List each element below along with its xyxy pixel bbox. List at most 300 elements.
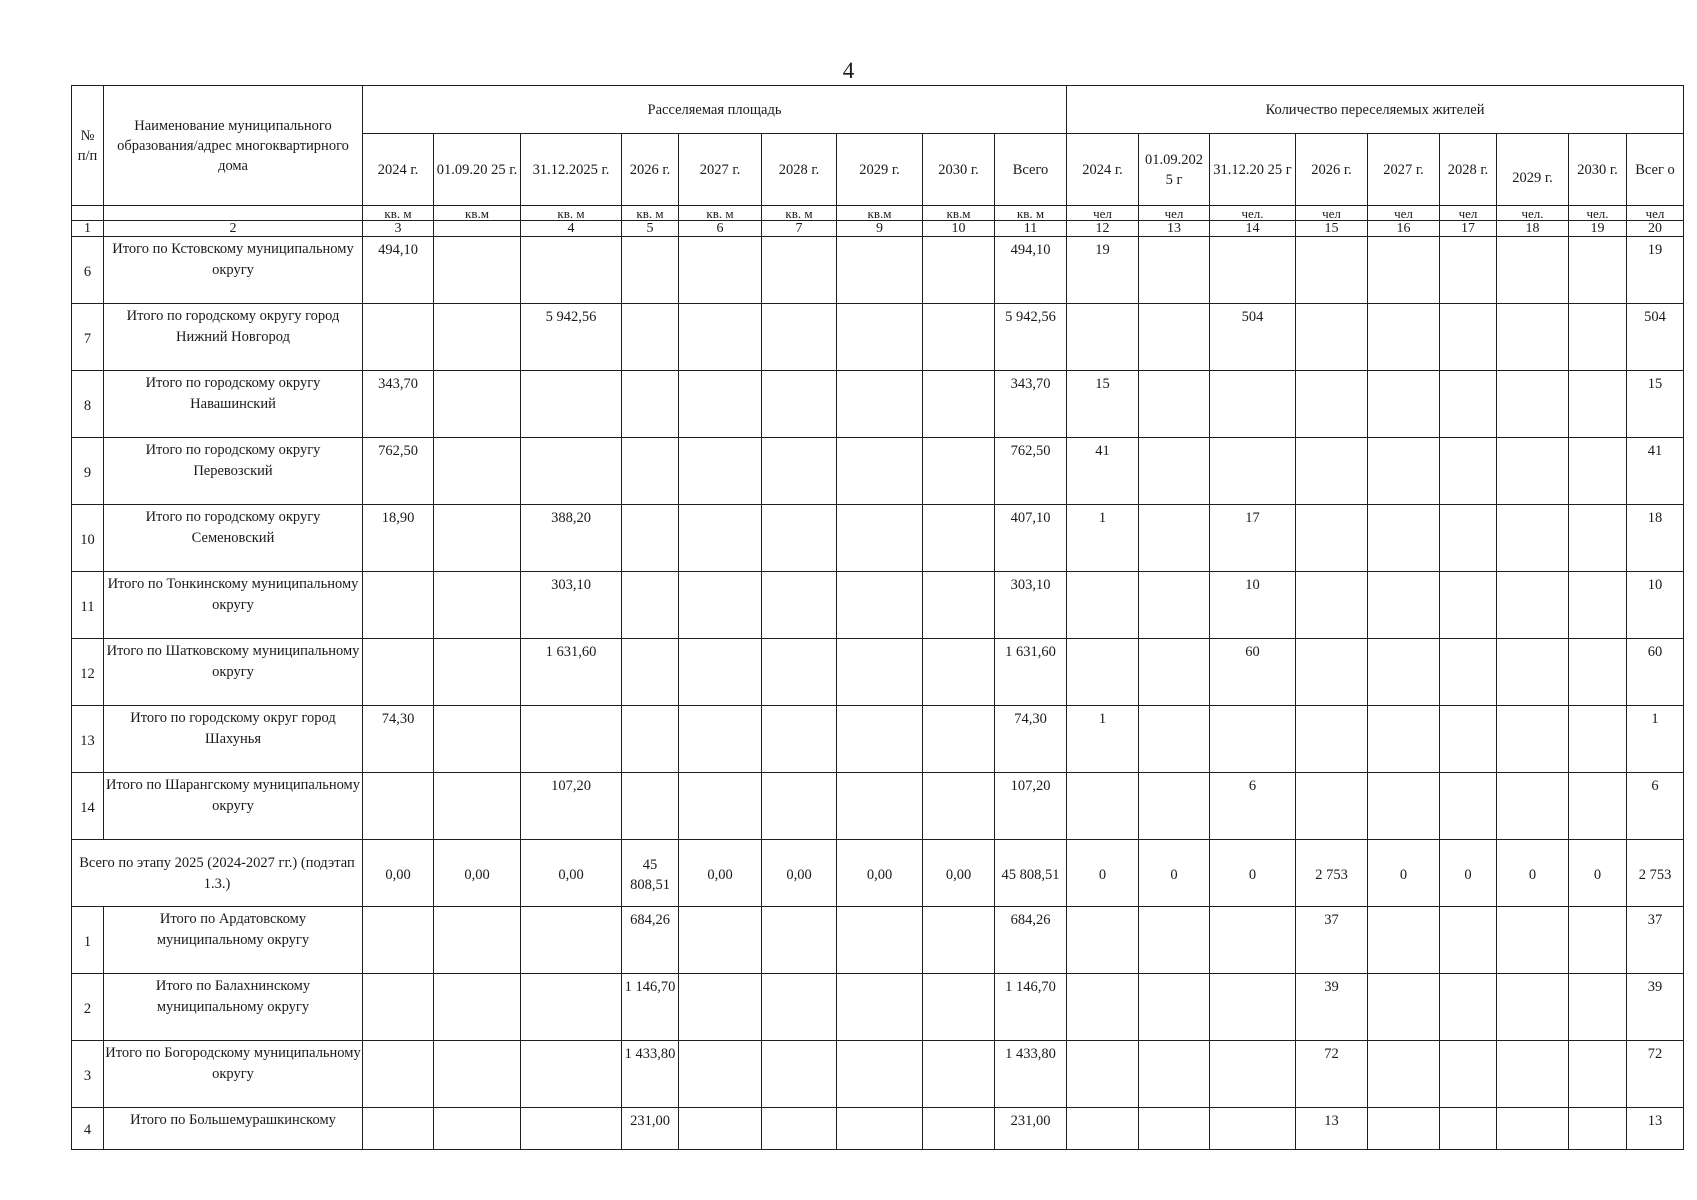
area-cell: [837, 907, 923, 974]
area-cell: [363, 907, 434, 974]
residents-cell: [1139, 907, 1210, 974]
residents-cell: [1296, 237, 1368, 304]
residents-cell: [1569, 237, 1627, 304]
row-number: 4: [72, 1108, 104, 1150]
area-cell: [679, 1041, 762, 1108]
residents-cell: [1139, 706, 1210, 773]
residents-cell: [1210, 237, 1296, 304]
area-cell: 407,10: [995, 505, 1067, 572]
page-number: 4: [842, 58, 855, 83]
residents-cell: [1067, 1041, 1139, 1108]
header-residents-col: 2024 г.: [1067, 134, 1139, 206]
residents-cell: [1210, 1108, 1296, 1150]
area-cell: [679, 505, 762, 572]
row-name: Итого по Ардатовскому муниципальному округу: [104, 907, 363, 974]
residents-cell: [1569, 304, 1627, 371]
area-cell: 1 146,70: [622, 974, 679, 1041]
stage-total-residents: 2 753: [1296, 840, 1368, 907]
unit-label: кв.м: [434, 206, 521, 221]
area-cell: 5 942,56: [521, 304, 622, 371]
residents-cell: [1440, 1041, 1497, 1108]
area-cell: 74,30: [363, 706, 434, 773]
table-row: [72, 1108, 1684, 1150]
header-residents-col: 2028 г.: [1440, 134, 1497, 206]
residents-cell: [1368, 974, 1440, 1041]
residents-cell: [1497, 974, 1569, 1041]
area-cell: 1 146,70: [995, 974, 1067, 1041]
area-cell: [762, 304, 837, 371]
unit-label: кв. м: [521, 206, 622, 221]
residents-cell: 13: [1627, 1108, 1684, 1150]
residents-cell: [1440, 237, 1497, 304]
row-name: Итого по городскому округу Перевозский: [104, 438, 363, 505]
column-number: 4: [521, 221, 622, 237]
residents-cell: [1440, 773, 1497, 840]
header-residents-col: 2027 г.: [1368, 134, 1440, 206]
column-number: 14: [1210, 221, 1296, 237]
residents-cell: 41: [1627, 438, 1684, 505]
column-number: 10: [923, 221, 995, 237]
area-cell: [434, 706, 521, 773]
residents-cell: [1569, 1108, 1627, 1150]
area-cell: [363, 304, 434, 371]
residents-cell: [1497, 639, 1569, 706]
area-cell: [923, 974, 995, 1041]
area-cell: [622, 304, 679, 371]
resettlement-table: [71, 85, 1684, 1150]
residents-cell: [1497, 773, 1569, 840]
area-cell: [521, 371, 622, 438]
column-number: 13: [1139, 221, 1210, 237]
table-row: [72, 304, 1684, 371]
area-cell: 18,90: [363, 505, 434, 572]
unit-label: чел.: [1210, 206, 1296, 221]
area-cell: [837, 974, 923, 1041]
area-cell: [923, 1041, 995, 1108]
area-cell: [434, 907, 521, 974]
header-area-col: 2027 г.: [679, 134, 762, 206]
residents-cell: [1139, 371, 1210, 438]
residents-cell: [1497, 1108, 1569, 1150]
residents-cell: [1210, 974, 1296, 1041]
header-residents-col: 2029 г.: [1497, 134, 1569, 206]
residents-cell: [1368, 1041, 1440, 1108]
residents-cell: 41: [1067, 438, 1139, 505]
area-cell: [434, 572, 521, 639]
table-row: [72, 371, 1684, 438]
residents-cell: 10: [1210, 572, 1296, 639]
residents-cell: [1569, 639, 1627, 706]
residents-cell: [1569, 371, 1627, 438]
area-cell: 762,50: [363, 438, 434, 505]
column-number: 16: [1368, 221, 1440, 237]
residents-cell: 504: [1210, 304, 1296, 371]
residents-cell: [1569, 505, 1627, 572]
column-number: [434, 221, 521, 237]
column-number: 19: [1569, 221, 1627, 237]
residents-cell: [1368, 237, 1440, 304]
residents-cell: [1067, 572, 1139, 639]
residents-cell: [1067, 1108, 1139, 1150]
row-number: 2: [72, 974, 104, 1041]
residents-cell: [1139, 1041, 1210, 1108]
residents-cell: [1440, 907, 1497, 974]
area-cell: [434, 773, 521, 840]
unit-label: чел: [1296, 206, 1368, 221]
header-residents-col: 01.09.202 5 г: [1139, 134, 1210, 206]
area-cell: [434, 237, 521, 304]
residents-cell: [1139, 438, 1210, 505]
residents-cell: [1440, 706, 1497, 773]
area-cell: [762, 907, 837, 974]
area-cell: 494,10: [995, 237, 1067, 304]
residents-cell: [1139, 237, 1210, 304]
column-number: 6: [679, 221, 762, 237]
residents-cell: [1497, 572, 1569, 639]
area-cell: [521, 1108, 622, 1150]
area-cell: [837, 371, 923, 438]
area-cell: [762, 974, 837, 1041]
residents-cell: [1440, 304, 1497, 371]
area-cell: [923, 371, 995, 438]
unit-label: кв. м: [995, 206, 1067, 221]
area-cell: [363, 974, 434, 1041]
stage-total-area: 0,00: [521, 840, 622, 907]
residents-cell: [1569, 572, 1627, 639]
residents-cell: [1296, 639, 1368, 706]
header-area-col: 2026 г.: [622, 134, 679, 206]
residents-cell: [1296, 438, 1368, 505]
residents-cell: [1569, 706, 1627, 773]
area-cell: [521, 907, 622, 974]
table-row: [72, 438, 1684, 505]
residents-cell: [1368, 1108, 1440, 1150]
table-row: [72, 706, 1684, 773]
row-name: Итого по городскому округ город Шахунья: [104, 706, 363, 773]
residents-cell: [1368, 907, 1440, 974]
header-residents-col: 2026 г.: [1296, 134, 1368, 206]
header-residents-col: 2030 г.: [1569, 134, 1627, 206]
residents-cell: [1440, 371, 1497, 438]
area-cell: [762, 639, 837, 706]
residents-cell: [1368, 572, 1440, 639]
stage-total-residents: 0: [1067, 840, 1139, 907]
stage-total-residents: 2 753: [1627, 840, 1684, 907]
column-number: 1: [72, 221, 104, 237]
row-name: Итого по Кстовскому муниципальному округу: [104, 237, 363, 304]
area-cell: 107,20: [995, 773, 1067, 840]
area-cell: [762, 706, 837, 773]
area-cell: [679, 438, 762, 505]
column-number: 20: [1627, 221, 1684, 237]
row-number: 14: [72, 773, 104, 840]
header-number: № п/п: [72, 86, 104, 206]
area-cell: 684,26: [622, 907, 679, 974]
stage-total-area: 0,00: [837, 840, 923, 907]
area-cell: 231,00: [622, 1108, 679, 1150]
area-cell: [762, 1041, 837, 1108]
unit-label: чел.: [1497, 206, 1569, 221]
stage-total-residents: 0: [1497, 840, 1569, 907]
stage-total-residents: 0: [1210, 840, 1296, 907]
residents-cell: [1368, 639, 1440, 706]
unit-label: кв. м: [363, 206, 434, 221]
column-number: 3: [363, 221, 434, 237]
header-residents-col: Всег о: [1627, 134, 1684, 206]
residents-cell: [1440, 505, 1497, 572]
residents-cell: [1296, 304, 1368, 371]
residents-cell: [1368, 773, 1440, 840]
column-number: 11: [995, 221, 1067, 237]
residents-cell: [1497, 371, 1569, 438]
table-row: [72, 505, 1684, 572]
residents-cell: [1368, 706, 1440, 773]
residents-cell: [1569, 773, 1627, 840]
area-cell: [679, 706, 762, 773]
area-cell: 1 631,60: [521, 639, 622, 706]
residents-cell: [1296, 706, 1368, 773]
residents-cell: [1067, 773, 1139, 840]
area-cell: [363, 773, 434, 840]
area-cell: [837, 706, 923, 773]
residents-cell: [1139, 505, 1210, 572]
residents-cell: [1440, 572, 1497, 639]
area-cell: 303,10: [995, 572, 1067, 639]
area-cell: [434, 1108, 521, 1150]
residents-cell: [1296, 371, 1368, 438]
table-row: [72, 639, 1684, 706]
residents-cell: 1: [1067, 505, 1139, 572]
area-cell: [837, 639, 923, 706]
residents-cell: [1210, 706, 1296, 773]
unit-label: кв.м: [923, 206, 995, 221]
residents-cell: 1: [1627, 706, 1684, 773]
area-cell: [762, 438, 837, 505]
area-cell: [923, 304, 995, 371]
row-name: Итого по Шатковскому муниципальному округу: [104, 639, 363, 706]
header-area-col: Всего: [995, 134, 1067, 206]
area-cell: 388,20: [521, 505, 622, 572]
unit-label: чел: [1440, 206, 1497, 221]
stage-total-residents: 0: [1368, 840, 1440, 907]
residents-cell: 60: [1210, 639, 1296, 706]
residents-cell: [1440, 438, 1497, 505]
unit-label: чел: [1139, 206, 1210, 221]
residents-cell: 15: [1067, 371, 1139, 438]
header-name: Наименование муниципального образования/адрес многоквартирного дома: [104, 86, 363, 206]
residents-cell: [1296, 572, 1368, 639]
header-area-col: 2030 г.: [923, 134, 995, 206]
area-cell: [521, 974, 622, 1041]
area-cell: [434, 438, 521, 505]
residents-cell: [1368, 304, 1440, 371]
residents-cell: [1569, 974, 1627, 1041]
header-area-group: Расселяемая площадь: [363, 86, 1067, 134]
column-number: 18: [1497, 221, 1569, 237]
area-cell: 762,50: [995, 438, 1067, 505]
residents-cell: [1497, 237, 1569, 304]
area-cell: 343,70: [995, 371, 1067, 438]
area-cell: [679, 572, 762, 639]
row-number: 7: [72, 304, 104, 371]
row-name: Итого по Богородскому муниципальному округу: [104, 1041, 363, 1108]
residents-cell: [1368, 438, 1440, 505]
column-number: 12: [1067, 221, 1139, 237]
residents-cell: 10: [1627, 572, 1684, 639]
residents-cell: [1210, 1041, 1296, 1108]
stage-total-area: 0,00: [923, 840, 995, 907]
area-cell: [923, 237, 995, 304]
area-cell: 231,00: [995, 1108, 1067, 1150]
area-cell: [434, 639, 521, 706]
residents-cell: [1210, 371, 1296, 438]
area-cell: [679, 371, 762, 438]
header-residents-col: 31.12.20 25 г: [1210, 134, 1296, 206]
area-cell: [434, 1041, 521, 1108]
residents-cell: [1569, 438, 1627, 505]
area-cell: [762, 237, 837, 304]
residents-cell: 15: [1627, 371, 1684, 438]
residents-cell: [1440, 974, 1497, 1041]
area-cell: 1 631,60: [995, 639, 1067, 706]
stage-total-residents: 0: [1139, 840, 1210, 907]
units-empty: [104, 206, 363, 221]
table-row: [72, 773, 1684, 840]
area-cell: 1 433,80: [622, 1041, 679, 1108]
stage-total-area: 45 808,51: [995, 840, 1067, 907]
residents-cell: [1497, 1041, 1569, 1108]
residents-cell: [1296, 505, 1368, 572]
row-name: Итого по Шарангскому муниципальному округу: [104, 773, 363, 840]
row-number: 8: [72, 371, 104, 438]
residents-cell: [1139, 773, 1210, 840]
residents-cell: 19: [1627, 237, 1684, 304]
residents-cell: [1440, 1108, 1497, 1150]
residents-cell: [1497, 438, 1569, 505]
area-cell: [434, 304, 521, 371]
row-number: 11: [72, 572, 104, 639]
area-cell: [762, 572, 837, 639]
area-cell: [622, 505, 679, 572]
residents-cell: 39: [1296, 974, 1368, 1041]
residents-cell: 504: [1627, 304, 1684, 371]
unit-label: чел.: [1569, 206, 1627, 221]
row-name: Итого по Большемурашкинскому: [104, 1108, 363, 1150]
area-cell: [363, 572, 434, 639]
residents-cell: 60: [1627, 639, 1684, 706]
area-cell: [762, 371, 837, 438]
residents-cell: [1497, 304, 1569, 371]
residents-cell: [1368, 371, 1440, 438]
area-cell: [837, 505, 923, 572]
area-cell: 303,10: [521, 572, 622, 639]
header-residents-group: Количество переселяемых жителей: [1067, 86, 1684, 134]
residents-cell: 18: [1627, 505, 1684, 572]
stage-total-area: 0,00: [679, 840, 762, 907]
residents-cell: [1440, 639, 1497, 706]
area-cell: [363, 1041, 434, 1108]
area-cell: [363, 1108, 434, 1150]
area-cell: [837, 572, 923, 639]
area-cell: [837, 304, 923, 371]
row-number: 6: [72, 237, 104, 304]
area-cell: [679, 773, 762, 840]
area-cell: 494,10: [363, 237, 434, 304]
stage-total-label: Всего по этапу 2025 (2024-2027 гг.) (подэтап 1.3.): [72, 840, 363, 907]
unit-label: кв. м: [762, 206, 837, 221]
area-cell: [679, 974, 762, 1041]
area-cell: [923, 773, 995, 840]
unit-label: чел: [1368, 206, 1440, 221]
area-cell: [521, 237, 622, 304]
area-cell: [434, 505, 521, 572]
area-cell: [923, 907, 995, 974]
residents-cell: [1296, 773, 1368, 840]
header-area-col: 2029 г.: [837, 134, 923, 206]
residents-cell: 39: [1627, 974, 1684, 1041]
area-cell: [679, 304, 762, 371]
table-row: [72, 907, 1684, 974]
area-cell: [923, 1108, 995, 1150]
residents-cell: [1067, 907, 1139, 974]
residents-cell: 1: [1067, 706, 1139, 773]
row-number: 10: [72, 505, 104, 572]
area-cell: [679, 1108, 762, 1150]
row-name: Итого по Тонкинскому муниципальному округу: [104, 572, 363, 639]
residents-cell: [1139, 1108, 1210, 1150]
residents-cell: [1569, 1041, 1627, 1108]
area-cell: [923, 706, 995, 773]
area-cell: 343,70: [363, 371, 434, 438]
area-cell: [622, 639, 679, 706]
area-cell: [521, 706, 622, 773]
units-empty: [72, 206, 104, 221]
residents-cell: [1067, 304, 1139, 371]
residents-cell: 37: [1627, 907, 1684, 974]
area-cell: [622, 773, 679, 840]
residents-cell: [1139, 974, 1210, 1041]
area-cell: 5 942,56: [995, 304, 1067, 371]
residents-cell: 6: [1210, 773, 1296, 840]
table-row: [72, 237, 1684, 304]
table-row: [72, 974, 1684, 1041]
unit-label: кв. м: [622, 206, 679, 221]
header-area-col: 2028 г.: [762, 134, 837, 206]
unit-label: чел: [1627, 206, 1684, 221]
row-name: Итого по городскому округу Семеновский: [104, 505, 363, 572]
header-area-col: 01.09.20 25 г.: [434, 134, 521, 206]
residents-cell: 6: [1627, 773, 1684, 840]
area-cell: [622, 438, 679, 505]
column-number: 9: [837, 221, 923, 237]
area-cell: [762, 505, 837, 572]
stage-total-residents: 0: [1440, 840, 1497, 907]
row-number: 3: [72, 1041, 104, 1108]
column-number: 5: [622, 221, 679, 237]
area-cell: [622, 572, 679, 639]
row-number: 1: [72, 907, 104, 974]
stage-total-area: 0,00: [363, 840, 434, 907]
column-number: 17: [1440, 221, 1497, 237]
area-cell: [679, 237, 762, 304]
area-cell: [762, 1108, 837, 1150]
row-name: Итого по городскому округу город Нижний Новгород: [104, 304, 363, 371]
header-area-col: 31.12.2025 г.: [521, 134, 622, 206]
residents-cell: [1067, 974, 1139, 1041]
area-cell: [923, 639, 995, 706]
table-row: [72, 572, 1684, 639]
residents-cell: [1139, 572, 1210, 639]
